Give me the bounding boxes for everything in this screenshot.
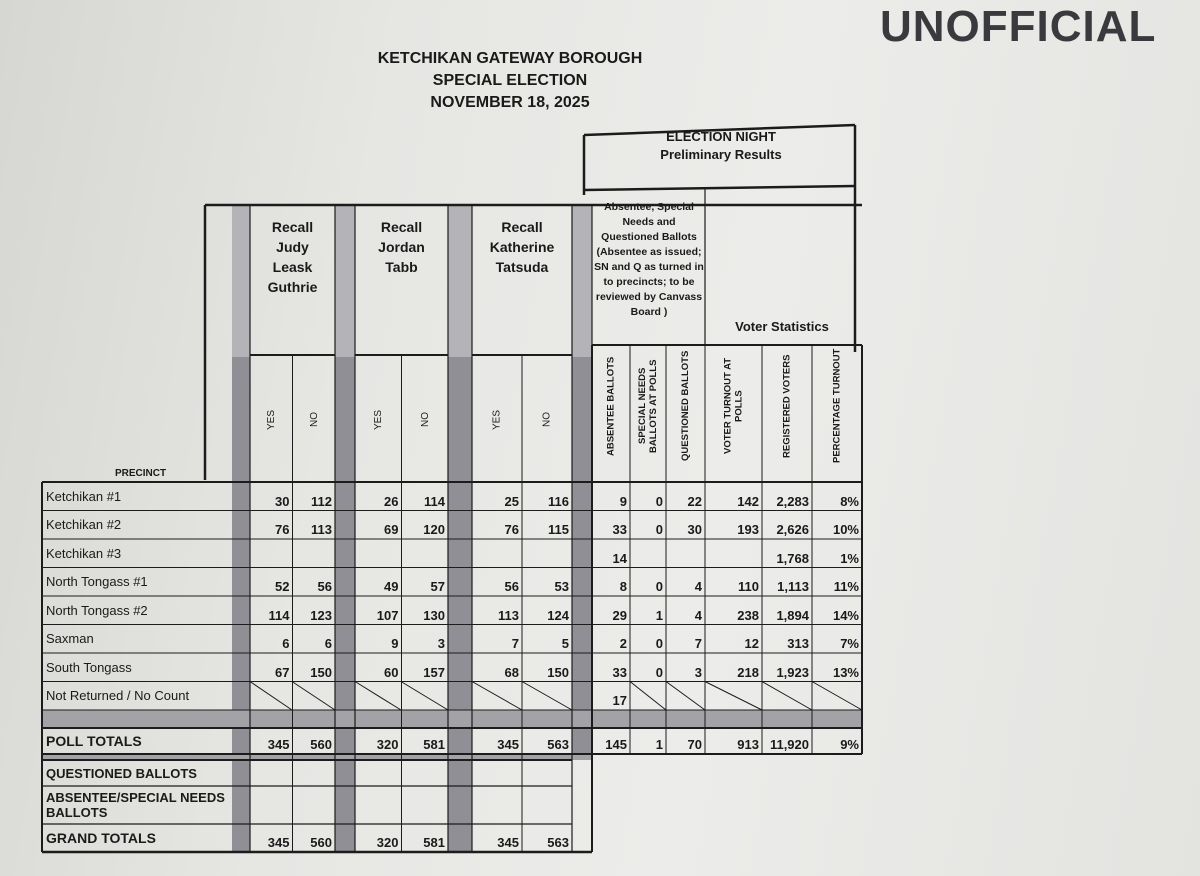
stat-value: 0 [655, 664, 663, 680]
stat-column-header: VOTER TURNOUT AT POLLS [722, 357, 745, 455]
stat-value: 0 [655, 636, 663, 651]
vote-count [293, 682, 336, 711]
vote-count [522, 539, 572, 568]
vote-count: 5 [561, 636, 569, 651]
no-column-header: NO [419, 412, 431, 428]
stat-value: 33 [612, 664, 627, 680]
results-box-title [590, 128, 852, 184]
yes-column-header: YES [491, 410, 503, 431]
poll-totals-label: POLL TOTALS [46, 733, 142, 749]
vote-count: 113 [311, 522, 332, 537]
precinct-name: Not Returned / No Count [46, 688, 190, 704]
stat-value [705, 539, 762, 568]
poll-total-stat: 145 [605, 737, 627, 752]
stat-value: 218 [737, 664, 759, 680]
stat-value [705, 682, 762, 711]
vote-count [250, 682, 293, 711]
stat-value [630, 539, 666, 568]
stat-value: 1,894 [776, 607, 809, 623]
stat-value: 11% [833, 579, 859, 594]
stat-value: 33 [612, 522, 627, 537]
header-line-1: KETCHIKAN GATEWAY BOROUGH [377, 50, 643, 67]
candidate-header: Recall Jordan Tabb [378, 219, 425, 275]
poll-total-stat: 913 [737, 737, 759, 752]
yes-column-header: YES [372, 410, 384, 431]
grand-total-vote: 345 [497, 835, 519, 850]
stat-value: 0 [655, 579, 663, 594]
vote-count: 69 [384, 522, 399, 537]
stat-value: 30 [687, 522, 702, 537]
stat-column-header: REGISTERED VOTERS [781, 354, 793, 458]
precinct-name: North Tongass #1 [46, 574, 148, 590]
gutter-top-hatch [448, 205, 472, 357]
vote-count [355, 539, 402, 568]
vote-count: 7 [511, 636, 519, 651]
results-box-bottom [584, 186, 855, 190]
gutter-top-hatch [232, 205, 250, 357]
stat-value: 17 [612, 693, 627, 708]
vote-count: 9 [391, 636, 399, 651]
stat-value: 2 [619, 636, 627, 651]
poll-total-vote: 563 [547, 737, 569, 752]
vote-count [402, 682, 449, 711]
stat-value: 4 [694, 579, 702, 594]
precinct-name: Saxman [46, 631, 94, 647]
stat-value: 1 [655, 607, 663, 623]
vote-count: 52 [275, 579, 290, 594]
poll-total-vote: 345 [267, 737, 290, 752]
candidate-header: Recall Katherine Tatsuda [489, 219, 555, 275]
vote-count: 76 [504, 522, 519, 537]
header-line-2: SPECIAL ELECTION [432, 72, 588, 89]
vote-count: 107 [376, 607, 399, 623]
vote-count: 115 [548, 522, 569, 537]
results-box-line-2: Preliminary Results [660, 147, 782, 162]
vote-count: 150 [310, 664, 332, 680]
stat-value [762, 682, 812, 711]
stat-column-header: SPECIAL NEEDS BALLOTS AT POLLS [637, 359, 659, 453]
poll-total-stat: 1 [655, 737, 663, 752]
vote-count: 116 [548, 493, 569, 509]
vote-count [293, 539, 336, 568]
vote-count [522, 682, 572, 711]
stat-value: 1,923 [776, 664, 809, 680]
stat-value: 193 [737, 522, 759, 537]
absentee-note: Absentee, Special Needs and Questioned Ballots (Absentee as issued; SN and Q as turned in to precincts; to be reviewed by Canvass Board ) [594, 201, 704, 318]
separator-band [42, 710, 862, 728]
stat-value: 7 [694, 636, 702, 651]
header-line-3: NOVEMBER 18, 2025 [430, 94, 590, 111]
poll-total-vote: 345 [497, 737, 519, 752]
poll-total-stat: 9% [840, 737, 859, 752]
vote-count [472, 682, 522, 711]
stat-value: 22 [687, 493, 702, 509]
vote-count: 124 [547, 607, 569, 623]
vote-count [355, 682, 402, 711]
stat-value: 142 [737, 493, 759, 509]
vote-count: 30 [275, 493, 290, 509]
vote-count: 113 [498, 607, 519, 623]
vote-count: 114 [268, 607, 290, 623]
gutter-top-hatch [335, 205, 355, 357]
stat-value: 110 [738, 579, 759, 594]
vote-count: 60 [384, 664, 399, 680]
grand-total-vote: 345 [267, 835, 290, 850]
vote-count: 157 [423, 664, 445, 680]
absentee-special-label: ABSENTEE/SPECIAL NEEDS BALLOTS [46, 790, 225, 820]
stat-value: 14 [612, 550, 627, 566]
precinct-name: Ketchikan #3 [46, 545, 122, 561]
precinct-name: South Tongass [46, 659, 132, 675]
poll-total-vote: 320 [376, 737, 399, 752]
stat-column-header: ABSENTEE BALLOTS [605, 356, 617, 456]
results-box-line-1: ELECTION NIGHT [666, 129, 776, 144]
vote-count [250, 539, 293, 568]
vote-count: 25 [504, 493, 519, 509]
poll-total-vote: 581 [423, 737, 445, 752]
stat-value: 313 [787, 636, 809, 651]
stat-value: 14% [832, 607, 859, 623]
yes-column-header: YES [265, 410, 277, 431]
vote-count: 53 [554, 579, 569, 594]
precinct-name: Ketchikan #1 [46, 488, 122, 504]
vote-count [402, 539, 449, 568]
vote-count: 26 [384, 493, 399, 509]
vote-count: 112 [311, 493, 332, 509]
precinct-name: Ketchikan #2 [46, 517, 122, 533]
candidate-header: Recall Judy Leask Guthrie [267, 219, 318, 295]
vote-count [472, 539, 522, 568]
vote-count: 67 [275, 664, 290, 680]
stat-value [812, 682, 862, 711]
gutter-top-hatch [572, 205, 592, 357]
stat-value: 2,626 [776, 522, 809, 537]
stat-value [666, 539, 705, 568]
vote-count: 130 [423, 607, 445, 623]
stat-value: 8 [619, 579, 627, 594]
vote-count: 49 [384, 579, 399, 594]
stat-value: 7% [840, 636, 859, 651]
stat-value: 1% [840, 550, 859, 566]
no-column-header: NO [541, 412, 553, 428]
stat-value: 1,768 [776, 550, 809, 566]
questioned-ballots-label: QUESTIONED BALLOTS [46, 765, 197, 781]
precinct-name: North Tongass #2 [46, 602, 148, 618]
grand-totals-label: GRAND TOTALS [46, 830, 156, 846]
vote-count: 76 [275, 522, 290, 537]
vote-count: 56 [317, 579, 332, 594]
poll-total-vote: 560 [310, 737, 332, 752]
stat-value [630, 682, 666, 711]
stat-value [666, 682, 705, 711]
unofficial-stamp: UNOFFICIAL [880, 2, 1157, 51]
stat-value: 9 [619, 493, 627, 509]
grand-total-vote: 563 [547, 835, 569, 850]
poll-total-stat: 11,920 [769, 737, 809, 752]
grand-total-vote: 560 [310, 835, 332, 850]
vote-count: 150 [547, 664, 569, 680]
precinct-label: PRECINCT [115, 468, 167, 479]
stat-value: 4 [694, 607, 702, 623]
stat-value: 8% [840, 493, 859, 509]
vote-count: 56 [504, 579, 519, 594]
stat-column-header: PERCENTAGE TURNOUT [831, 348, 843, 464]
stat-value: 13% [832, 664, 859, 680]
stat-value: 0 [655, 493, 663, 509]
stat-value: 29 [612, 607, 627, 623]
no-column-header: NO [308, 412, 320, 428]
stat-value: 238 [737, 607, 759, 623]
vote-count: 57 [430, 579, 445, 594]
stat-value: 2,283 [776, 493, 809, 509]
grand-total-vote: 320 [376, 835, 399, 850]
stat-value: 0 [655, 522, 663, 537]
stat-value: 1,113 [777, 579, 809, 594]
stat-column-header: QUESTIONED BALLOTS [680, 350, 691, 462]
vote-count: 68 [504, 664, 519, 680]
stat-value: 10% [832, 522, 859, 537]
vote-count: 6 [282, 636, 290, 651]
vote-count: 114 [424, 493, 445, 509]
poll-total-stat: 70 [687, 737, 702, 752]
grand-total-vote: 581 [423, 835, 445, 850]
vote-count: 123 [310, 607, 332, 623]
voter-stats-title: Voter Statistics [735, 319, 829, 334]
stat-value: 3 [694, 664, 702, 680]
vote-count: 3 [437, 636, 445, 651]
stat-value: 12 [744, 636, 759, 651]
vote-count: 6 [324, 636, 332, 651]
vote-count: 120 [423, 522, 445, 537]
